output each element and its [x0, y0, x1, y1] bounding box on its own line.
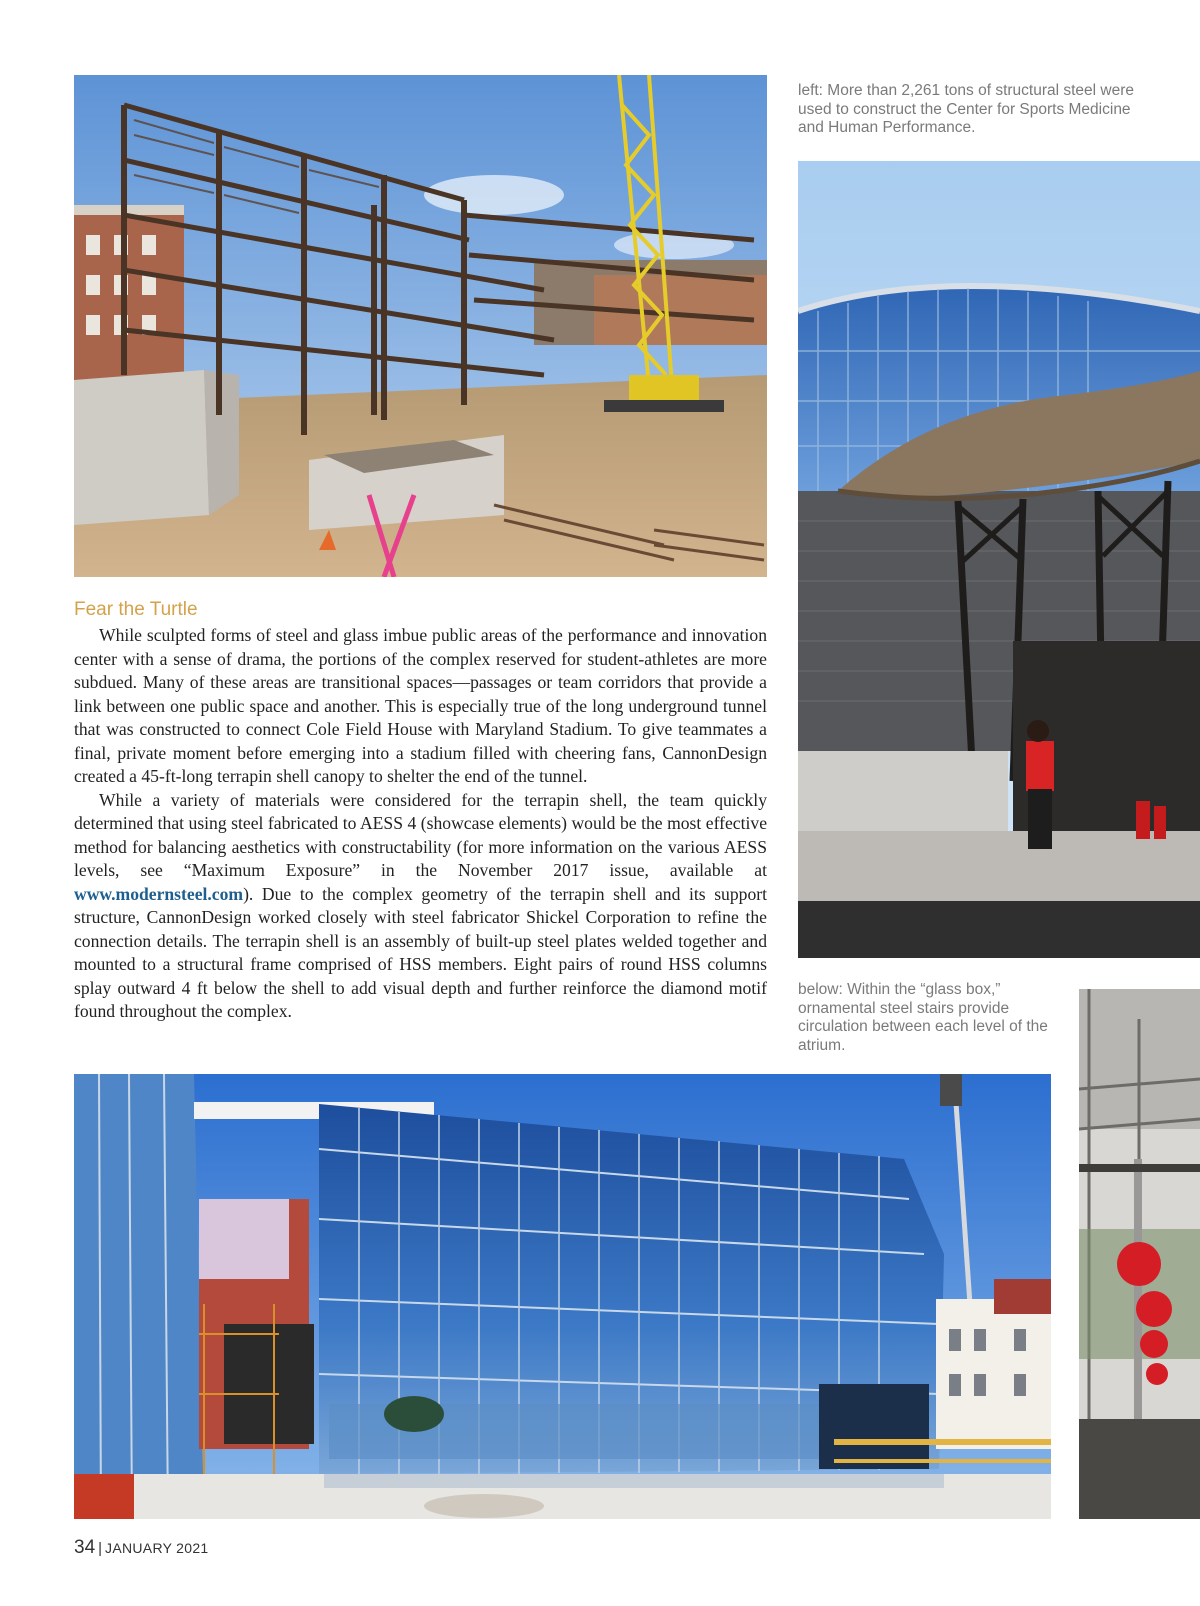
- article-paragraph: While sculpted forms of steel and glass imbue public areas of the performance and innovation center with a sense of drama, the portions of the complex reserved for student-athletes are more subdued. Many of these areas are transitional spaces—passages or team corridors that provide a link between one public space and another. This is especially true of the long underground tunnel that was constructed to connect Cole Field House with Maryland Stadium. To give teammates a final, private moment before emerging into a stadium filled with cheering fans, CannonDesign created a 45-ft-long terrapin shell canopy to shelter the end of the tunnel.: [74, 625, 767, 786]
- article-body: [74, 624, 767, 1024]
- issue-date: JANUARY 2021: [105, 1540, 209, 1556]
- photo-caption-left: left: More than 2,261 tons of structural steel were used to construct the Center for Sports Medicine and Human Performance.: [798, 82, 1135, 136]
- stairs-atrium-photo: [1079, 989, 1200, 1519]
- footer-separator: |: [98, 1540, 103, 1557]
- photo-caption-below: below: Within the “glass box,” ornamental steel stairs provide circulation between each level of the atrium.: [798, 981, 1048, 1054]
- construction-photo: [74, 75, 767, 577]
- paragraph-text: ). Due to the complex geometry of the terrapin shell and its support structure, CannonDesign worked closely with steel fabricator Shickel Corporation to refine the connection details. The terrapin shell is an assembly of built-up steel plates welded together and mounted to a structural frame comprised of HSS members. Eight pairs of round HSS columns splay outward 4 ft below the shell to add visual depth and further reinforce the diamond motif found throughout the complex.: [74, 883, 767, 1021]
- article-paragraph: [74, 789, 767, 1024]
- page-number: 34: [74, 1537, 96, 1558]
- section-heading: Fear the Turtle: [74, 599, 198, 620]
- canopy-photo: [798, 161, 1200, 958]
- page-footer: [74, 1537, 209, 1559]
- paragraph-text: While a variety of materials were considered for the terrapin shell, the team quickly determined that using steel fabricated to AESS 4 (showcase elements) would be the most effective method for balancing aesthetics with constructability (for more information on the various AESS levels, see “Maximum Exposure” in the November 2017 issue, available at: [74, 789, 767, 880]
- glass-box-photo: [74, 1074, 1051, 1519]
- modernsteel-link[interactable]: www.modernsteel.com: [74, 883, 244, 904]
